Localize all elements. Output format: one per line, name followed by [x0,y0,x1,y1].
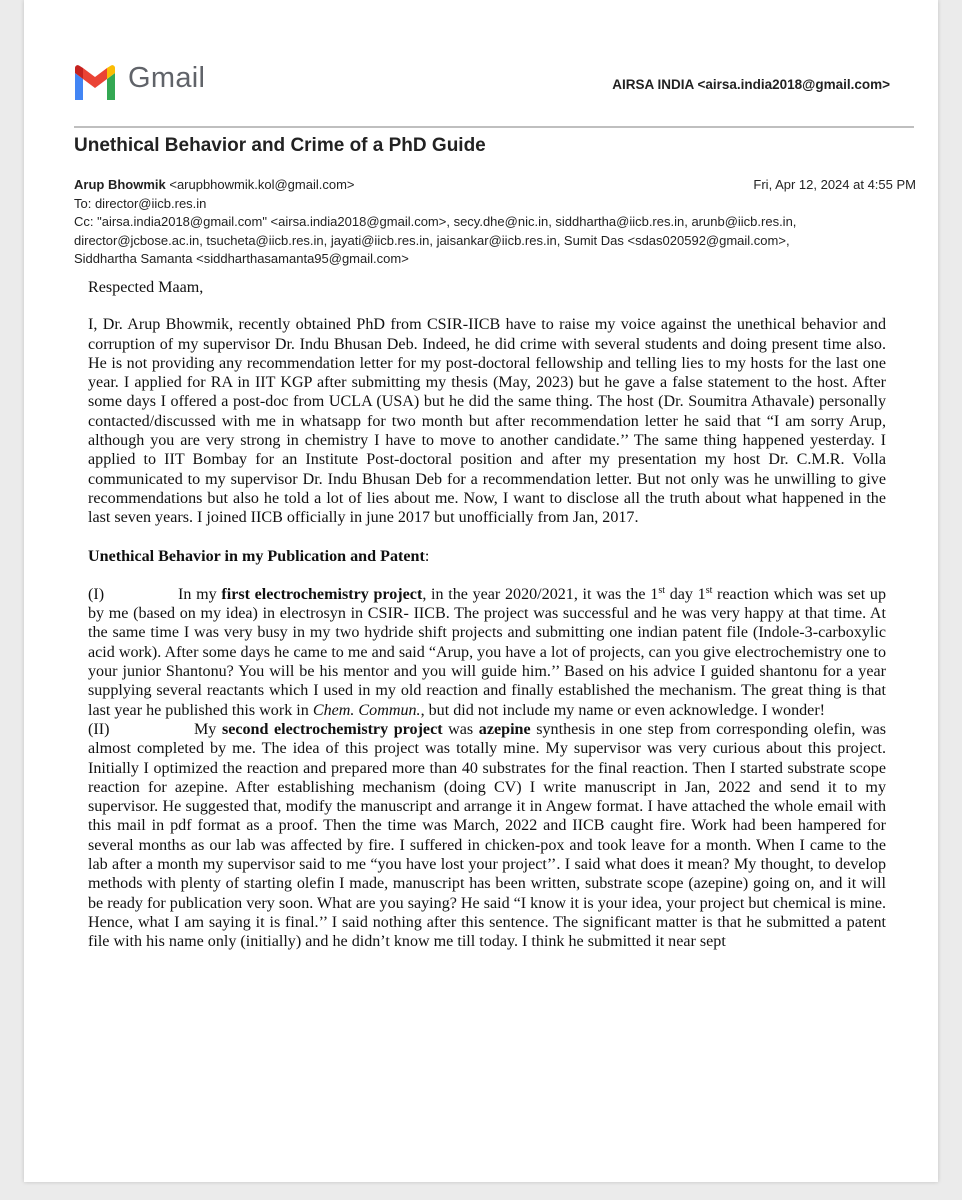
cc-line-1: Cc: "airsa.india2018@gmail.com" <airsa.india2018@gmail.com>, secy.dhe@nic.in, siddhartha@iicb.res.in, arunb@iicb.res.in, [74,214,797,229]
item-number: (II) [88,720,110,738]
gmail-header [72,56,890,104]
item-text: reaction which was set up by me (based on my idea) in electrosyn in CSIR- IICB. The project was successful and he was very happy at that time. At the same time I was very busy in my two hydride shift projects and submitting one indian patent file (Indole-3-carboxylic acid work). After some days he came to me and said “Arup, you have a lot of projects, can you give electrochemistry one to your junior Shantonu? You will be his mentor and you will guide him.’’ Based on his advice I guided shantonu for a year supplying several reactants which I used in my old reaction and finally established the mechanism. The great thing is that last year he published this work in [88,585,886,719]
item-number: (I) [88,585,105,603]
email-print-page [24,0,938,1182]
section-heading-text: Unethical Behavior in my Publication and Patent [88,547,425,565]
email-body [88,278,886,952]
item-text: , but did not include my name or even acknowledge. I wonder! [420,701,826,719]
gmail-wordmark: Gmail [128,62,206,94]
item-bold-text: first electrochemistry project [221,585,423,603]
item-bold-text: second electrochemistry project [221,720,443,738]
item-bold-text: azepine [478,720,531,738]
to-line: To: director@iicb.res.in [74,195,207,211]
superscript: st [658,584,665,596]
section-heading [88,547,886,566]
sender-name: Arup Bhowmik [74,177,166,192]
section-heading-colon: : [424,547,430,565]
email-meta [74,176,916,269]
cc-line-2: director@jcbose.ac.in, tsucheta@iicb.res.in, jayati@iicb.res.in, jaisankar@iicb.res.in, Sumit Das <sdas020592@gmail.com>, [74,232,790,248]
greeting: Respected Maam, [88,279,204,296]
list-item [88,585,886,720]
item-text: was [442,720,479,738]
intro-paragraph: I, Dr. Arup Bhowmik, recently obtained PhD from CSIR-IICB have to raise my voice against the unethical behavior and corruption of my supervisor Dr. Indu Bhusan Deb. Indeed, he did crime with several students and doing present time also. He is not providing any recommendation letter for my post-doctoral fellowship and telling lies to my hosts for the last one year. I applied for RA in IIT KGP after submitting my thesis (May, 2023) but he gave a false statement to the host. After some days I offered a post-doc from UCLA (USA) but he did the same thing. The host (Dr. Soumitra Athavale) personally contacted/discussed with me in whatsapp for two month but after recommendation letter he said that “I am sorry Arup, although you are very strong in chemistry I have to move to another candidate.’’ The same thing happened yesterday. I applied to IIT Bombay for an Institute Post-doctoral position and after my presentation my host Dr. C.M.R. Volla communicated to my supervisor Dr. Indu Bhusan Deb for a recommendation letter. But not only was he unwilling to give recommendations but also he told a lot of lies about me. Now, I want to disclose all the truth about what happened in the last seven years. I joined IICB officially in june 2017 but unofficially from Jan, 2017. [88,316,886,527]
item-text: In my [178,585,222,603]
email-subject: Unethical Behavior and Crime of a PhD Guide [74,135,486,156]
header-divider [74,126,914,128]
from-line [74,176,916,195]
superscript: st [705,584,713,596]
sender-address: <arupbhowmik.kol@gmail.com> [165,177,355,192]
email-date: Fri, Apr 12, 2024 at 4:55 PM [753,177,916,192]
account-email: AIRSA INDIA <airsa.india2018@gmail.com> [612,77,890,92]
list-item [88,720,886,952]
item-text: synthesis in one step from corresponding olefin, was almost completed by me. The idea of this project was totally mine. My supervisor was very curious about this project. Initially I optimized the reaction and prepared more than 40 substrates for the final reaction. Then I started substrate scope reaction for azepine. After establishing mechanism (doing CV) I write manuscript in Jan, 2022 and send it to my supervisor. He suggested that, modify the manuscript and arrange it in Angew format. I have attached the whole email with this mail in pdf format as a proof. Then the time was March, 2022 and IICB caught fire. Work had been hampered for several months as our lab was affected by fire. I suffered in chicken-pox and took leave for a month. When I came to the lab after a month my supervisor said to me “you have lost your project’’. I said what does it mean? My thought, to develop methods with plenty of starting olefin I made, manuscript has been written, substrate scope (azepine) going on, and it will be ready for publication very soon. What are you saying? He said “I know it is your idea, your project but chemical is mine. Hence, what I am saying it is final.’’ I said nothing after this sentence. The significant matter is that he submitted a patent file with his name only (initially) and he didn’t know me till today. I think he submitted it near sept [88,720,887,951]
gmail-m-logo-icon [72,64,118,100]
item-text: day 1 [665,585,706,603]
cc-line-3: Siddhartha Samanta <siddharthasamanta95@gmail.com> [74,251,409,266]
item-text: My [194,720,222,738]
journal-name: Chem. Commun. [312,701,421,719]
item-text: , in the year 2020/2021, it was the 1 [422,585,659,603]
